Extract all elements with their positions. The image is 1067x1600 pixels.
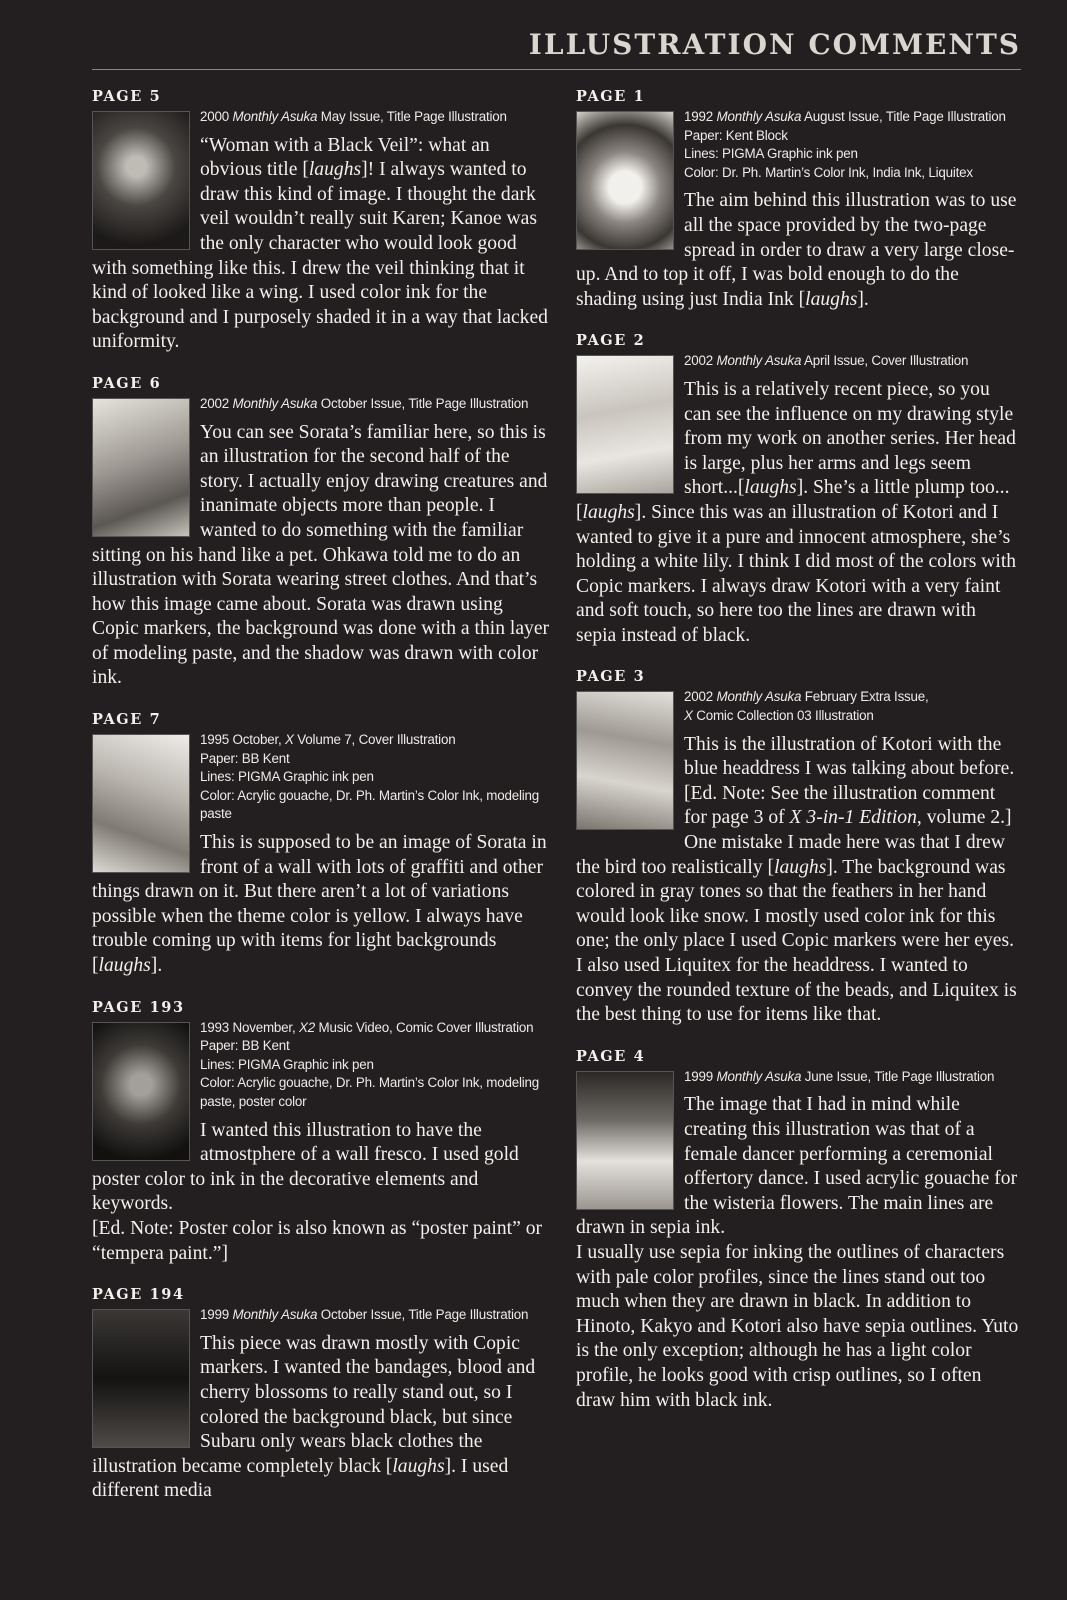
winged-figure-thumbnail <box>92 1022 190 1161</box>
comment-segment: I wanted this illustration to have the atmostphere of a wall fresco. I used gold poster color to ink in the decorative elements and keywords. <box>92 1119 519 1215</box>
header-divider <box>92 69 1021 70</box>
subaru-dark-thumbnail <box>92 1309 190 1448</box>
veiled-woman-thumbnail <box>92 111 190 250</box>
closeup-face-thumbnail <box>576 111 674 250</box>
comment-entry <box>576 668 1021 1027</box>
meta-text: Monthly Asuka <box>232 109 318 124</box>
meta-text: 1999 <box>200 1307 233 1323</box>
meta-text: Comic Collection 03 Illustration <box>692 708 874 724</box>
meta-text: 2002 <box>684 689 717 705</box>
comment-entry <box>576 1048 1021 1413</box>
comment-segment: ]! I always wanted to draw this kind of image. I thought the dark veil wouldn’t really suit Karen; Kanoe was the only character who would look good with something like this. I drew the veil thinking that it kind of looked like a wing. I used color ink for the background and I purposely shaded it in a way that lacked uniformity. <box>92 159 548 353</box>
comment-segment: I usually use sepia for inking the outlines of characters with pale color profiles, since the lines stand out too much when they are drawn in black. In addition to Hinoto, Kakyo and Kotori also have sepia outlines. Yuto is the only exception; although he has a light color profile, he looks good with crisp outlines, so I often draw him with black ink. <box>576 1241 1019 1411</box>
comment-segment: ]. The background was colored in gray tones so that the feathers in her hand would look like snow. I mostly used color ink for this one; the only place I used Copic markers were her eyes. I also used Liquitex for the headdress. I wanted to convey the rounded texture of the beads, and Liquitex is the best thing to use for items like that. <box>576 856 1017 1026</box>
meta-text: Lines: PIGMA Graphic ink pen <box>200 769 374 785</box>
meta-text: Lines: PIGMA Graphic ink pen <box>684 146 858 162</box>
right-column <box>576 88 1021 1433</box>
meta-text: Monthly Asuka <box>716 1068 802 1084</box>
comment-segment: laughs <box>392 1455 445 1477</box>
page-title: ILLUSTRATION COMMENTS <box>528 28 1021 61</box>
comment-segment: ]. I used different media <box>92 1455 509 1502</box>
comment-entry <box>92 999 552 1267</box>
comment-entry <box>92 88 552 355</box>
meta-text: Music Video, Comic Cover Illustration <box>314 1019 534 1035</box>
meta-text: April Issue, Cover Illustration <box>801 353 969 369</box>
comment-segment: laughs <box>98 955 151 976</box>
meta-text: X2 <box>298 1019 315 1035</box>
meta-text: October Issue, Title Page Illustration <box>317 395 529 411</box>
kotori-lily-thumbnail <box>576 355 674 494</box>
comment-segment: ]. She’s a little plump too...[ <box>576 477 1010 523</box>
sorata-graffiti-thumbnail <box>92 734 190 873</box>
meta-text: 2002 <box>684 353 717 369</box>
comment-segment: This is a relatively recent piece, so you can see the influence on my drawing style from my work on another series. Her head is large, plus her arms and legs seem short...[ <box>684 378 1016 499</box>
meta-text: Color: Acrylic gouache, Dr. Ph. Martin’s Color Ink, modeling paste <box>200 787 540 822</box>
meta-text: 1995 October, <box>200 732 286 748</box>
page-label: PAGE 194 <box>92 1286 185 1304</box>
comment-segment: laughs <box>744 477 797 499</box>
comment-segment: The image that I had in mind while creating this illustration was that of a female dancer performing a ceremonial offertory dance. I used acrylic gouache for the wisteria flowers. The main lines are drawn in sepia ink. <box>576 1094 1018 1239</box>
page-label: PAGE 4 <box>576 1047 646 1065</box>
meta-text: Monthly Asuka <box>716 689 802 705</box>
meta-text: Color: Acrylic gouache, Dr. Ph. Martin’s Color Ink, modeling paste, poster color <box>200 1075 540 1109</box>
meta-text: Lines: PIGMA Graphic ink pen <box>200 1056 374 1072</box>
comment-segment: The aim behind this illustration was to use all the space provided by the two-page spread in order to draw a very large close-up. And to top it off, I was bold enough to do the shading using just India Ink [ <box>576 190 1017 310</box>
left-column <box>92 88 552 1524</box>
comment-segment: ]. Since this was an illustration of Kotori and I wanted to give it a pure and innocent atmosphere, she’s holding a white lily. I think I did most of the colors with Copic markers. I always draw Kotori with a very faint and soft touch, so here too the lines are drawn with sepia instead of black. <box>576 501 1017 646</box>
meta-text: Paper: BB Kent <box>200 1038 290 1054</box>
page-label: PAGE 7 <box>92 711 162 729</box>
comment-entry <box>576 88 1021 312</box>
comment-segment: [Ed. Note: Poster color is also known as “poster paint” or “tempera paint.”] <box>92 1217 543 1264</box>
page-label: PAGE 193 <box>92 998 185 1016</box>
meta-text: February Extra Issue, <box>801 689 929 705</box>
comment-entry <box>92 1286 552 1504</box>
kotori-bird-thumbnail <box>576 691 674 830</box>
meta-text: 1999 <box>684 1068 717 1084</box>
meta-text: Monthly Asuka <box>716 109 802 124</box>
meta-text: Monthly Asuka <box>716 353 802 369</box>
sorata-familiar-thumbnail <box>92 398 190 537</box>
comment-segment: , volume 2.] One mistake I made here was that I drew the bird too realistically [ <box>576 807 1012 878</box>
comment-segment: “Woman with a Black Veil”: what an obvious title [ <box>200 134 490 181</box>
page-label: PAGE 3 <box>576 668 646 686</box>
comment-entry <box>92 711 552 979</box>
comment-segment: ]. <box>857 288 869 310</box>
comment-segment: This piece was drawn mostly with Copic markers. I wanted the bandages, blood and cherry blossoms to really stand out, so I colored the background black, but since Subaru only wears black clothes the illustration became completely black [ <box>92 1332 536 1477</box>
meta-text: Volume 7, Cover Illustration <box>293 732 456 748</box>
meta-text: Paper: Kent Block <box>684 127 788 143</box>
page-label: PAGE 6 <box>92 374 162 392</box>
comment-segment: X 3-in-1 Edition <box>789 807 917 829</box>
dancer-wisteria-thumbnail <box>576 1071 674 1210</box>
comment-segment: laughs <box>805 288 858 310</box>
meta-text: 2002 <box>200 395 233 411</box>
meta-text: June Issue, Title Page Illustration <box>801 1068 995 1084</box>
meta-text: Paper: BB Kent <box>200 750 290 766</box>
comment-segment: laughs <box>308 159 362 181</box>
page-label: PAGE 5 <box>92 88 162 105</box>
meta-text: Color: Dr. Ph. Martin’s Color Ink, India Ink, Liquitex <box>684 164 973 180</box>
meta-text: X <box>285 732 294 748</box>
comment-entry <box>92 375 552 691</box>
page-label: PAGE 2 <box>576 332 646 350</box>
comment-segment: You can see Sorata’s familiar here, so this is an illustration for the second half of the story. I actually enjoy drawing creatures and inanimate objects more than people. I wanted to do something with the familiar sitting on his hand like a pet. Ohkawa told me to do an illustration with Sorata wearing street clothes. And that’s how this image came about. Sorata was drawn using Copic markers, the background was done with a thin layer of modeling paste, and the shadow was drawn with color ink. <box>92 421 550 689</box>
comment-segment: ]. <box>150 955 163 976</box>
meta-text: Monthly Asuka <box>232 395 318 411</box>
comment-segment: This is the illustration of Kotori with the blue headdress I was talking about before. [Ed. Note: See the illustration comment for page 3 of <box>684 733 1015 829</box>
meta-text: May Issue, Title Page Illustration <box>317 109 507 124</box>
comment-segment: laughs <box>774 856 827 878</box>
meta-text: October Issue, Title Page Illustration <box>317 1307 529 1323</box>
comment-segment: laughs <box>582 501 635 523</box>
comment-segment: This is supposed to be an image of Sorata in front of a wall with lots of graffiti and other things drawn on it. But there aren’t a lot of variations possible when the theme color is yellow. I always have trouble coming up with items for light backgrounds [ <box>92 832 547 976</box>
meta-text: Monthly Asuka <box>232 1307 318 1323</box>
meta-text: August Issue, Title Page Illustration <box>801 109 1006 124</box>
meta-text: X <box>684 708 693 724</box>
page-label: PAGE 1 <box>576 88 646 105</box>
meta-text: 1993 November, <box>200 1019 299 1035</box>
meta-text: 2000 <box>200 109 233 124</box>
comment-entry <box>576 332 1021 648</box>
meta-text: 1992 <box>684 109 717 124</box>
